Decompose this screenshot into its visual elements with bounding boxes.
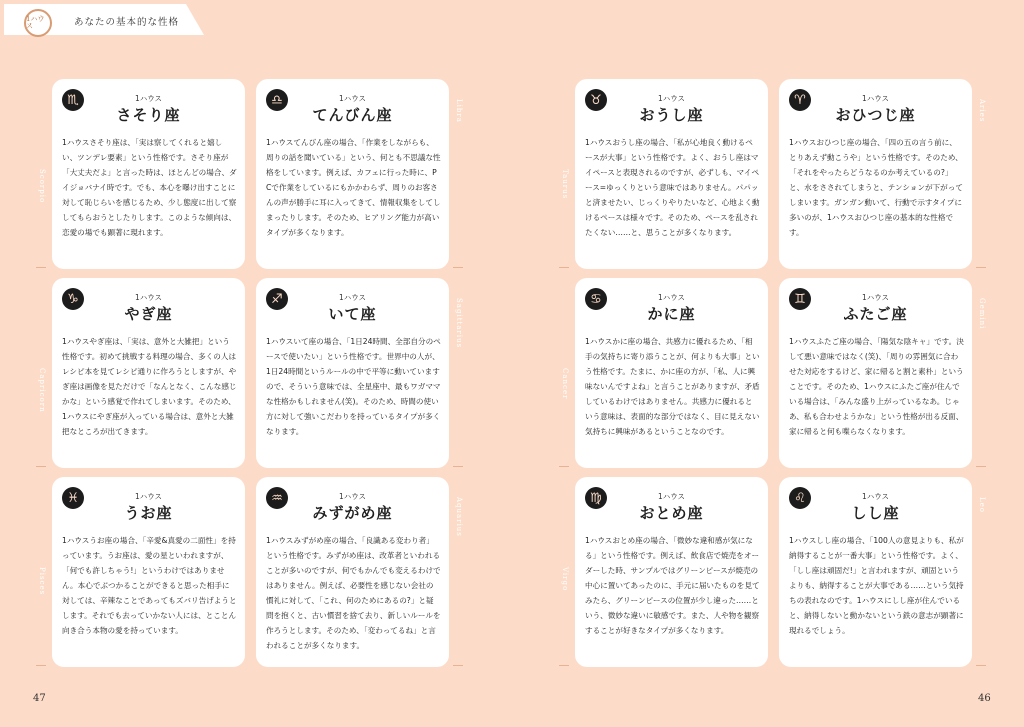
- side-label-aries: Aries: [978, 99, 986, 123]
- scorpio-icon: ♏: [62, 89, 84, 111]
- side-tick: [976, 665, 986, 666]
- card-house-label: 1ハウス: [861, 492, 890, 501]
- card-description: 1ハウスおとめ座の場合、「微妙な違和感が気になる」という性格です。例えば、飲食店で焼売をオーダーした時、サンプルではグリーンピースが焼売の中心に置いてあったのに、手元に届いたものを見てみたら、グリーンピースの位置が少し違った……という、微妙な違いに敏感です。また、人や物を観察することが好きなタイプが多くなります。: [585, 536, 760, 635]
- side-tick: [36, 466, 46, 467]
- side-tick: [453, 466, 463, 467]
- card-pisces: [52, 477, 245, 667]
- card-capricorn: [52, 278, 245, 468]
- card-sign-name: うお座: [124, 504, 173, 522]
- card-sign-name: しし座: [851, 504, 900, 522]
- side-label-pisces: Pisces: [38, 567, 46, 596]
- card-sign-name: みずがめ座: [312, 504, 393, 522]
- leo-icon: ♌: [789, 487, 811, 509]
- side-tick: [453, 267, 463, 268]
- side-label-capricorn: Capricorn: [38, 368, 46, 413]
- side-tick: [559, 665, 569, 666]
- gemini-icon: ♊: [789, 288, 811, 310]
- card-description: 1ハウスてんびん座の場合、「作業をしながらも、周りの話を聞いている」という、何とも不思議な性格をしています。例えば、カフェに行った時に、PCで作業をしているにもかかわらず、周りのお客さんの声が勝手に耳に入ってきて、情報収集をしてしまったりします。そのため、ヒアリング能力が高いタイプが多くなります。: [266, 138, 441, 237]
- card-sign-name: いて座: [328, 305, 377, 323]
- side-tick: [976, 466, 986, 467]
- card-description: 1ハウスさそり座は、「実は察してくれると嬉しい、ツンデレ要素」という性格です。さそり座が「大丈夫だよ」と言った時は、ほとんどの場合、ダイジョバナイ時です。でも、本心を曝け出すことに対して恥じらいを感じるため、少し態度に出して察してもらおうとしたりします。このような傾向は、恋愛の場でも顕著に現れます。: [62, 138, 237, 237]
- card-scorpio: [52, 79, 245, 269]
- card-house-label: 1ハウス: [657, 94, 686, 103]
- card-description: 1ハウスいて座の場合、「1日24時間、全部自分のペースで使いたい」という性格です。世界中の人が、1日24時間というルールの中で平等に動いていますので、そういう意味では、全星座中、最もワガママな性格かもしれません(笑)。そのため、時間の使い方に対して強いこだわりを持っているタイプが多くなります。: [266, 337, 441, 436]
- side-tick: [976, 267, 986, 268]
- card-description: 1ハウスしし座の場合、「100人の意見よりも、私が納得することが一番大事」という性格です。よく、「しし座は頑固だ!」と言われますが、頑固というよりも、納得することが大事である……という気持ちの表れなのです。1ハウスにしし座が住んでいると、納得しないと動かないという鉄の意志が顕著に現れるでしょう。: [789, 536, 964, 635]
- card-sign-name: やぎ座: [124, 305, 173, 323]
- card-house-label: 1ハウス: [338, 94, 367, 103]
- sagittarius-icon: ♐: [266, 288, 288, 310]
- side-label-virgo: Virgo: [561, 567, 569, 592]
- side-label-gemini: Gemini: [978, 298, 986, 330]
- card-aries: [779, 79, 972, 269]
- side-label-taurus: Taurus: [561, 169, 569, 200]
- card-house-label: 1ハウス: [338, 492, 367, 501]
- card-virgo: [575, 477, 768, 667]
- card-sign-name: おうし座: [639, 106, 704, 124]
- card-sign-name: ふたご座: [843, 305, 908, 323]
- side-label-leo: Leo: [978, 497, 986, 514]
- card-description: 1ハウスおうし座の場合、「私が心地良く動けるペースが大事」という性格です。よく、おうし座はマイペースと表現されるのですが、必ずしも、マイペース=ゆっくりという意味ではありません。パパッと済ませたい、じっくりやりたいなど、心地よく動けるペースは様々です。そのため、ペースを乱されたくない……と、思うことが多くなります。: [585, 138, 760, 237]
- card-sign-name: てんびん座: [312, 106, 393, 124]
- card-libra: [256, 79, 449, 269]
- house-badge-text: 1ハウス: [26, 15, 45, 30]
- card-sign-name: おひつじ座: [835, 106, 916, 124]
- card-gemini: [779, 278, 972, 468]
- card-house-label: 1ハウス: [861, 293, 890, 302]
- aries-icon: ♈: [789, 89, 811, 111]
- page-number-right: 46: [978, 693, 991, 704]
- card-leo: [779, 477, 972, 667]
- card-house-label: 1ハウス: [861, 94, 890, 103]
- side-label-libra: Libra: [455, 99, 463, 123]
- side-tick: [36, 267, 46, 268]
- pisces-icon: ♓: [62, 487, 84, 509]
- side-label-sagittarius: Sagittarius: [455, 298, 463, 349]
- card-house-label: 1ハウス: [338, 293, 367, 302]
- card-taurus: [575, 79, 768, 269]
- taurus-icon: ♉: [585, 89, 607, 111]
- card-house-label: 1ハウス: [657, 293, 686, 302]
- side-label-scorpio: Scorpio: [38, 169, 46, 204]
- card-description: 1ハウスうお座の場合、「辛愛&真愛の二面性」を持っています。うお座は、愛の星といわれますが、「何でも許しちゃう!」というわけではありません。本心でぶつかることができると思った相手に対しては、辛辣なことであってもズバリ告げようとします。それでも去っていかない人には、とことん向き合う本物の愛を持っています。: [62, 536, 237, 635]
- card-house-label: 1ハウス: [134, 94, 163, 103]
- page-number-left: 47: [33, 693, 46, 704]
- card-sign-name: おとめ座: [639, 504, 704, 522]
- card-description: 1ハウスおひつじ座の場合、「四の五の言う前に、とりあえず動こうや」という性格です。そのため、「それをやったらどうなるのか考えているの?」と、水をさされてしまうと、テンションが下がってしまいます。ガンガン動いて、行動で示すタイプに多いのが、1ハウスおひつじ座の基本的な性格です。: [789, 138, 963, 237]
- card-house-label: 1ハウス: [134, 293, 163, 302]
- card-sign-name: かに座: [647, 305, 696, 323]
- side-tick: [559, 267, 569, 268]
- side-tick: [36, 665, 46, 666]
- house-badge: [24, 9, 52, 37]
- side-label-cancer: Cancer: [561, 368, 569, 400]
- aquarius-icon: ♒: [266, 487, 288, 509]
- card-sign-name: さそり座: [116, 106, 181, 124]
- card-house-label: 1ハウス: [134, 492, 163, 501]
- libra-icon: ♎: [266, 89, 288, 111]
- section-title: あなたの基本的な性格: [74, 17, 180, 28]
- capricorn-icon: ♑: [62, 288, 84, 310]
- card-house-label: 1ハウス: [657, 492, 686, 501]
- card-description: 1ハウスやぎ座は、「実は、意外と大雑把」という性格です。初めて挑戦する料理の場合、多くの人はレシピ本を見てレシピ通りに作ろうとしますが、やぎ座は画像を見ただけで「なんとなく、こんな感じかな」という感覚で作れてしまいます。そのため、1ハウスにやぎ座が入っている場合は、意外と大雑把なところが出てきます。: [62, 337, 237, 436]
- card-aquarius: [256, 477, 449, 667]
- card-cancer: [575, 278, 768, 468]
- virgo-icon: ♍: [585, 487, 607, 509]
- card-description: 1ハウスみずがめ座の場合、「良識ある変わり者」という性格です。みずがめ座は、改革者といわれることが多いのですが、何でもかんでも変えるわけではありません。例えば、必要性を感じない会社の慣礼に対して、「これ、何のためにあるの?」と疑問を抱くと、古い慣習を捨て去り、新しいルールを作ろうとします。そのため、「変わってるね」と言われることが多くなります。: [266, 536, 441, 650]
- card-description: 1ハウスふたご座の場合、「陽気な陰キャ」です。決して悪い意味ではなく(笑)、「周りの雰囲気に合わせた対応をするけど、家に帰ると割と素朴」ということです。そのため、1ハウスにふたご座が住んでいる場合は、「みんな盛り上がっているなあ。じゃあ、私も合わせようかな」という性格が出る反面、家に帰ると何も喋らなくなります。: [789, 337, 964, 436]
- side-tick: [559, 466, 569, 467]
- side-tick: [453, 665, 463, 666]
- cancer-icon: ♋: [585, 288, 607, 310]
- card-description: 1ハウスかに座の場合、共感力に優れるため、「相手の気持ちに寄り添うことが、何よりも大事」という性格です。たまに、かに座の方が、「私、人に興味ないんですよね」と言うことがありますが、矛盾しているわけではありません。共感力に優れるという意味は、表面的な部分ではなく、目に見えない気持ちに興味があるということなのです。: [585, 337, 760, 436]
- side-label-aquarius: Aquarius: [455, 497, 463, 537]
- card-sagittarius: [256, 278, 449, 468]
